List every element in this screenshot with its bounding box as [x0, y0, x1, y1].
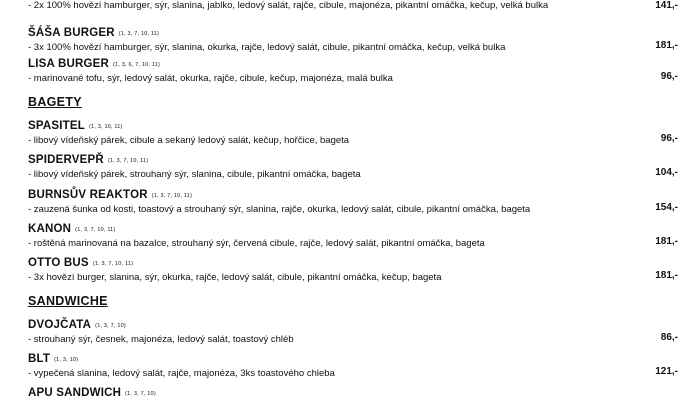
item-allergens: (1, 3, 7, 10, 11) — [118, 31, 160, 37]
item-name: BURNSŮV REAKTOR — [28, 189, 148, 201]
item-price: 96,- — [660, 133, 678, 144]
item-allergens: (1, 3, 7, 10, 11) — [92, 261, 134, 267]
menu-item-burnsuv-reaktor — [28, 189, 678, 216]
item-description: - roštěná marinovaná na bazalce, strouhaný sýr, červená cibule, rajče, ledový salát, pikantní omáčka, bageta — [28, 238, 485, 249]
item-price: 96,- — [660, 71, 678, 82]
menu-item-kanon — [28, 223, 678, 250]
item-allergens: (1, 3, 10) — [54, 357, 79, 363]
item-description: - 2x 100% hovězí hamburger, sýr, slanina, jablko, ledový salát, rajče, cibule, majonéza, pikantní omáčka, kečup, velká bulka — [28, 0, 549, 11]
menu-item-otto-bus — [28, 257, 678, 284]
menu-item — [28, 0, 678, 12]
item-price: 141,- — [655, 0, 678, 11]
menu-item-blt — [28, 353, 678, 380]
item-price: 121,- — [655, 366, 678, 377]
item-description: - 3x 100% hovězí hamburger, sýr, slanina, okurka, rajče, ledový salát, cibule, pikantní omáčka, kečup, velká bulka — [28, 42, 506, 53]
item-name: KANON — [28, 223, 72, 235]
item-name: BLT — [28, 353, 51, 365]
section-title-bagety: BAGETY — [28, 95, 82, 109]
item-name: DVOJČATA — [28, 319, 92, 331]
item-allergens: (1, 3, 10, 11) — [88, 124, 123, 130]
item-name: SPIDERVEPŘ — [28, 154, 104, 166]
item-allergens: (1, 3, 7, 10, 11) — [75, 227, 116, 233]
item-name: LISA BURGER — [28, 58, 109, 70]
menu-item-sasa-burger — [28, 27, 678, 54]
item-name: APU SANDWICH — [28, 387, 122, 399]
menu-item-spasitel — [28, 120, 678, 147]
item-name: SPASITEL — [28, 120, 85, 132]
item-price: 181,- — [655, 236, 678, 247]
item-description: - marinované tofu, sýr, ledový salát, okurka, rajče, cibule, kečup, majonéza, malá bulka — [28, 73, 393, 84]
item-allergens: (1, 3, 7, 10, 11) — [151, 193, 193, 199]
item-name: ŠÁŠA BURGER — [28, 27, 115, 39]
item-description: - zauzená šunka od kosti, toastový a strouhaný sýr, slanina, rajče, okurka, ledový salát, cibule, pikantní omáčka, bageta — [28, 204, 531, 215]
item-allergens: (1, 3, 7, 10) — [95, 323, 126, 329]
item-price: 181,- — [655, 270, 678, 281]
item-allergens: (1, 3, 7, 10, 11) — [107, 158, 149, 164]
item-description: - vypečená slanina, ledový salát, rajče, majonéza, 3ks toastového chleba — [28, 368, 335, 379]
menu-item-lisa-burger — [28, 58, 678, 85]
item-price: 86,- — [660, 332, 678, 343]
item-allergens: (1, 3, 7, 10) — [125, 391, 156, 397]
item-price: 154,- — [655, 202, 678, 213]
item-description: - 3x hovězí burger, slanina, sýr, okurka, rajče, ledový salát, cibule, pikantní omáčka, kečup, bageta — [28, 272, 442, 283]
item-price: 104,- — [655, 167, 678, 178]
item-description: - strouhaný sýr, česnek, majonéza, ledový salát, toastový chléb — [28, 334, 294, 345]
menu-item-dvojcata — [28, 319, 678, 346]
item-description: - libový vídeňský párek, strouhaný sýr, slanina, cibule, pikantní omáčka, bageta — [28, 169, 361, 180]
item-price: 181,- — [655, 40, 678, 51]
item-description: - libový vídeňský párek, cibule a sekaný ledový salát, kečup, hořčice, bageta — [28, 135, 350, 146]
menu-item-spidervepr — [28, 154, 678, 181]
item-allergens: (1, 3, 6, 7, 10, 11) — [113, 62, 161, 68]
item-name: OTTO BUS — [28, 257, 89, 269]
section-title-sandwiche: SANDWICHE — [28, 294, 108, 308]
